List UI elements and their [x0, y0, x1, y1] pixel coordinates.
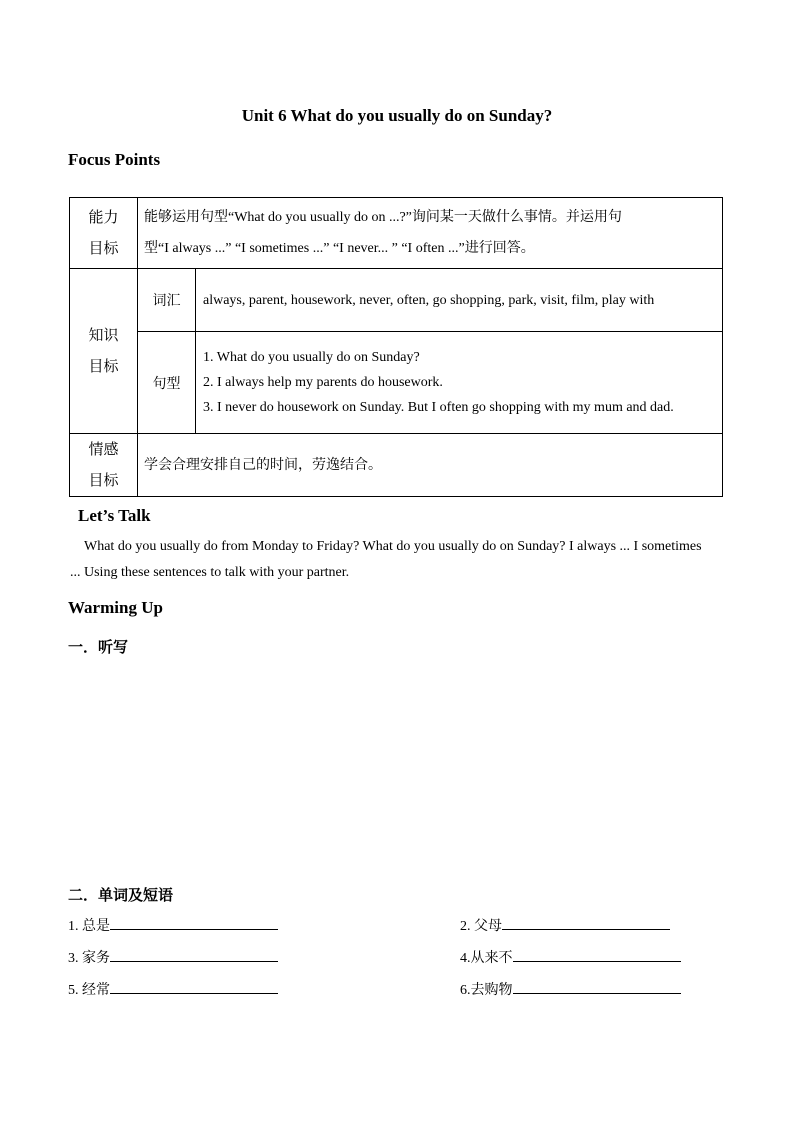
answer-blank[interactable] [513, 980, 681, 994]
page-title: Unit 6 What do you usually do on Sunday? [241, 106, 553, 125]
exercise-item: 2. 父母 [460, 915, 670, 935]
ability-text: 能够运用句型“What do you usually do on ...?”询问某一天做什么事情。并运用句 型“I always ...” “I sometimes ...” “I never... ” “I often ...”进行回答。 [138, 198, 723, 269]
answer-blank[interactable] [110, 916, 278, 930]
exercise-item: 4.从来不 [460, 947, 681, 967]
lets-talk-heading: Let’s Talk [78, 506, 151, 525]
answer-blank[interactable] [502, 916, 670, 930]
sentence-label: 句型 [138, 332, 196, 434]
emotion-label: 情感 目标 [70, 434, 138, 497]
exercise-item: 5. 经常 [68, 979, 278, 999]
exercise-item: 6.去购物 [460, 979, 681, 999]
emotion-text: 学会合理安排自己的时间，劳逸结合。 [138, 434, 723, 497]
focus-points-heading: Focus Points [68, 150, 161, 169]
warming-up-heading: Warming Up [68, 598, 163, 617]
focus-points-table [69, 197, 723, 497]
sentence-list [196, 332, 723, 434]
vocab-text: always, parent, housework, never, often, go shopping, park, visit, film, play with [196, 269, 723, 332]
sentence-item: 1. What do you usually do on Sunday? [203, 350, 420, 365]
exercise-item: 1. 总是 [68, 915, 278, 935]
sentence-item: 3. I never do housework on Sunday. But I often go shopping with my mum and dad. [203, 400, 674, 415]
answer-blank[interactable] [110, 980, 278, 994]
vocab-label: 词汇 [138, 269, 196, 332]
sentence-item: 2. I always help my parents do housework. [203, 375, 443, 390]
dictation-heading: 一．听写 [68, 638, 129, 656]
ability-label: 能力 目标 [70, 198, 138, 269]
answer-blank[interactable] [110, 948, 278, 962]
exercise-item: 3. 家务 [68, 947, 278, 967]
answer-blank[interactable] [513, 948, 681, 962]
lets-talk-text: What do you usually do from Monday to Friday? What do you usually do on Sunday? I always ... I sometimes ... Using these sentences to talk with your partner. [70, 539, 702, 580]
knowledge-label: 知识 目标 [70, 269, 138, 434]
vocab-exercise-heading: 二．单词及短语 [68, 886, 174, 904]
